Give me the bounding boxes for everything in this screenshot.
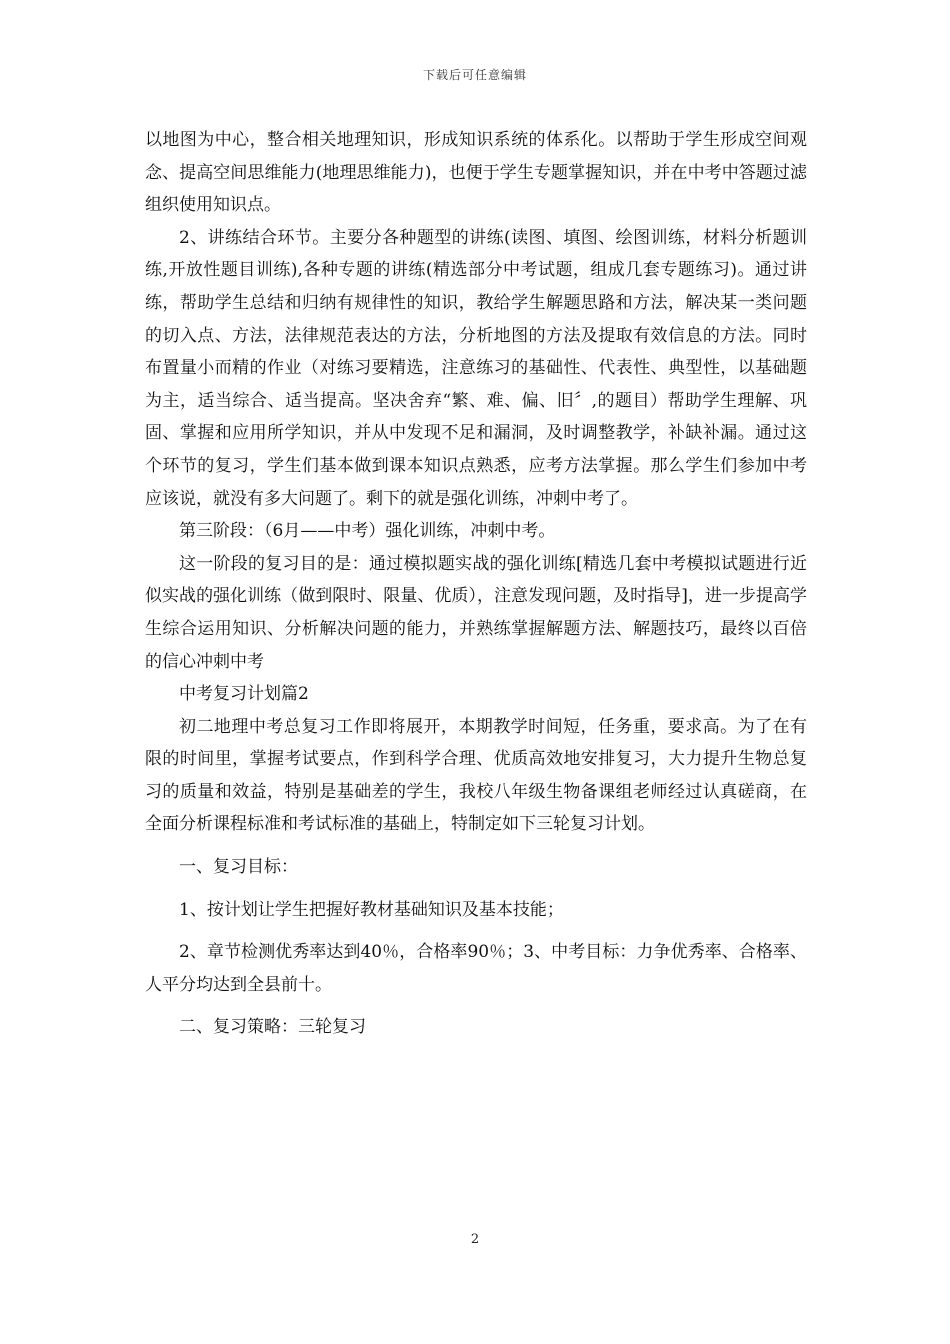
paragraph-plan-intro: 初二地理中考总复习工作即将展开，本期教学时间短，任务重，要求高。为了在有限的时间里，掌握考试要点，作到科学合理、优质高效地安排复习，大力提升生物总复习的质量和效益，特别是基础差的学生，我校八年级生物备课组老师经过认真磋商，在全面分析课程标准和考试标准的基础上，特制定如下三轮复习计划。 [145, 716, 807, 835]
heading-review-goals: 一、复习目标： [179, 857, 298, 878]
paragraph-practice-stage: 2、讲练结合环节。主要分各种题型的讲练(读图、填图、绘图训练，材料分析题训练,开放性题目训练),各种专题的讲练(精选部分中考试题，组成几套专题练习)。通过讲练，帮助学生总结和归纳有规律性的知识，教给学生解题思路和方法，解决某一类问题的切入点、方法，法律规范表达的方法，分析地图的方法及提取有效信息的方法。同时布置量小而精的作业（对练习要精选，注意练习的基础性、代表性、典型性，以基础题为主，适当综合、适当提高。坚决舍弃“繁、难、偏、旧〞,的题目）帮助学生理解、巩固、掌握和应用所学知识，并从中发现不足和漏洞，及时调整教学，补缺补漏。通过这个环节的复习，学生们基本做到课本知识点熟悉，应考方法掌握。那么学生们参加中考应该说，就没有多大问题了。剩下的就是强化训练，冲刺中考了。 [145, 227, 807, 509]
paragraph-stage-three-goal: 这一阶段的复习目的是：通过模拟题实战的强化训练[精选几套中考模拟试题进行近似实战的强化训练（做到限时、限量、优质），注意发现问题，及时指导]，进一步提高学生综合运用知识、分析解决问题的能力，并熟练掌握解题方法、解题技巧，最终以百倍的信心冲刺中考 [145, 553, 807, 672]
page-header: 下载后可任意编辑 [422, 68, 527, 82]
heading-review-strategy: 二、复习策略：三轮复习 [179, 1017, 366, 1038]
goal-item-1: 1、按计划让学生把握好教材基础知识及基本技能； [179, 899, 564, 920]
goal-item-2: 2、章节检测优秀率达到40％，合格率90％；3、中考目标：力争优秀率、合格率、人平分均达到全县前十。 [145, 942, 807, 995]
page-number: 2 [470, 1232, 480, 1247]
document-body [145, 124, 807, 1044]
section-title-plan-2: 中考复习计划篇2 [179, 684, 309, 705]
paragraph-stage-three: 第三阶段：（6月——中考）强化训练，冲刺中考。 [179, 521, 556, 542]
paragraph-map-center: 以地图为中心，整合相关地理知识，形成知识系统的体系化。以帮助于学生形成空间观念、提高空间思维能力(地理思维能力)，也便于学生专题掌握知识，并在中考中答题过滤组织使用知识点。 [145, 130, 807, 216]
